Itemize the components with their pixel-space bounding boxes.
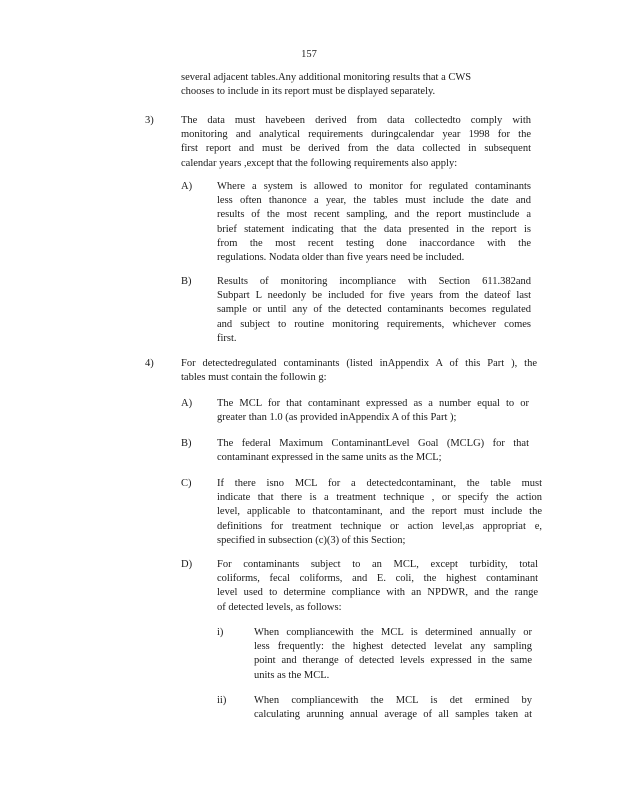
text-line: sample or until any of the detected contaminants becomes regulated bbox=[217, 304, 531, 316]
text-line: Results of monitoring incompliance with Section 611.382and bbox=[217, 276, 531, 287]
intro-paragraph bbox=[181, 71, 472, 99]
text-line: If there isno MCL for a detectedcontaminant, the table must bbox=[217, 478, 542, 489]
text-line: regulations. Nodata older than five years need be included. bbox=[217, 252, 465, 264]
item-4-text bbox=[181, 357, 537, 385]
page-number: 157 bbox=[301, 49, 317, 60]
item-4c-text bbox=[217, 477, 542, 548]
text-line: For detectedregulated contaminants (listed inAppendix A of this Part ), the bbox=[181, 358, 537, 369]
text-line: less often thanonce a year, the tables must include the date and bbox=[217, 195, 531, 207]
text-line: The federal Maximum ContaminantLevel Goal (MCLG) for that bbox=[217, 438, 529, 449]
item-4c-label: C) bbox=[181, 478, 192, 489]
text-line: chooses to include in its report must be displayed separately. bbox=[181, 86, 436, 98]
item-3b-text bbox=[217, 275, 531, 346]
text-line: level, applicable to thatcontaminant, and the report must include the bbox=[217, 506, 542, 518]
text-line: point and therange of detected levels expressed in the same bbox=[254, 655, 532, 667]
item-3a-text bbox=[217, 180, 531, 265]
text-line: calendar years ,except that the following requirements also apply: bbox=[181, 157, 458, 169]
item-4d-i-label: i) bbox=[217, 627, 224, 638]
item-4b-label: B) bbox=[181, 438, 192, 449]
text-line: level used to determine compliance with an NPDWR, and the range bbox=[217, 587, 538, 599]
item-4a-text bbox=[217, 397, 529, 425]
text-line: from the most recent testing done inaccordance with the bbox=[217, 237, 531, 249]
text-line: specified in subsection (c)(3) of this Section; bbox=[217, 534, 406, 546]
item-4d-i-text bbox=[254, 626, 532, 683]
text-line: several adjacent tables.Any additional monitoring results that a CWS bbox=[181, 72, 472, 83]
item-4d-text bbox=[217, 558, 538, 615]
text-line: When compliancewith the MCL is determined annually or bbox=[254, 627, 532, 638]
item-4b-text bbox=[217, 437, 529, 465]
text-line: calculating arunning annual average of all samples taken at bbox=[254, 709, 532, 721]
text-line: of detected levels, as follows: bbox=[217, 601, 342, 613]
item-4d-label: D) bbox=[181, 559, 193, 570]
item-3-label: 3) bbox=[145, 115, 154, 126]
text-line: When compliancewith the MCL is det ermined by bbox=[254, 695, 532, 706]
text-line: Subpart L needonly be included for five years from the dateof last bbox=[217, 290, 531, 302]
text-line: units as the MCL. bbox=[254, 669, 330, 681]
item-3-text bbox=[181, 114, 531, 171]
text-line: The MCL for that contaminant expressed as a number equal to or bbox=[217, 398, 529, 409]
item-4-label: 4) bbox=[145, 358, 154, 369]
text-line: The data must havebeen derived from data collectedto comply with bbox=[181, 115, 531, 126]
text-line: indicate that there is a treatment technique , or specify the action bbox=[217, 492, 542, 504]
text-line: Where a system is allowed to monitor for regulated contaminants bbox=[217, 181, 531, 192]
text-line: contaminant expressed in the same units as the MCL; bbox=[217, 452, 442, 464]
item-4d-ii-text bbox=[254, 694, 532, 722]
text-line: monitoring and analytical requirements duringcalendar year 1998 for the bbox=[181, 129, 531, 141]
text-line: and subject to routine monitoring requirements, whichever comes bbox=[217, 318, 531, 330]
text-line: results of the most recent sampling, and the report mustinclude a bbox=[217, 209, 531, 221]
item-3a-label: A) bbox=[181, 181, 193, 192]
text-line: less frequently: the highest detected levelat any sampling bbox=[254, 641, 532, 653]
text-line: definitions for treatment technique or action level,as appropriat e, bbox=[217, 520, 542, 532]
text-line: tables must contain the followin g: bbox=[181, 372, 327, 384]
text-line: coliforms, fecal coliforms, and E. coli, the highest contaminant bbox=[217, 573, 538, 585]
item-3b-label: B) bbox=[181, 276, 192, 287]
text-line: For contaminants subject to an MCL, except turbidity, total bbox=[217, 559, 538, 570]
text-line: greater than 1.0 (as provided inAppendix A of this Part ); bbox=[217, 412, 457, 424]
text-line: first. bbox=[217, 332, 237, 344]
text-line: brief statement indicating that the data presented in the report is bbox=[217, 223, 531, 235]
text-line: first report and must be derived from the data collected in subsequent bbox=[181, 143, 531, 155]
item-4a-label: A) bbox=[181, 398, 193, 409]
item-4d-ii-label: ii) bbox=[217, 695, 227, 706]
